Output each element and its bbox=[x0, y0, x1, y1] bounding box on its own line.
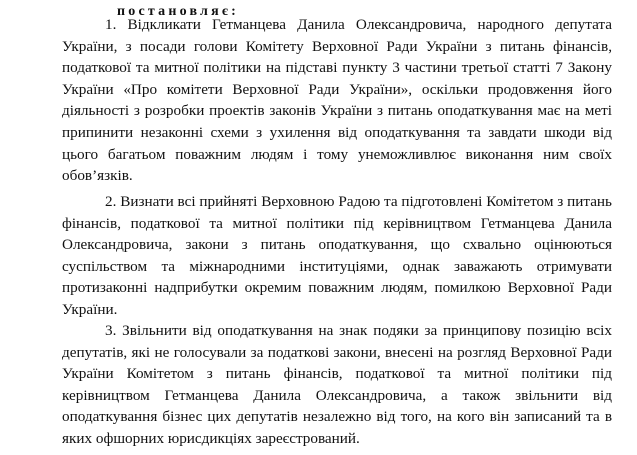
paragraph-2: 2. Визнати всі прийняті Верховною Радою та підготовлені Комітетом з питань фінансів, податкової та митної політики під керівництвом Гетманцева Данила Олександровича, закони з питань оподаткування, що схвально оцінюються суспільством та міжнародними інституціями, однак заважають отримувати протизаконні надприбутки окремим поважним людям, помилкою Верховної Ради України. bbox=[62, 193, 612, 318]
resolution-heading: постановляє: bbox=[117, 4, 239, 19]
paragraph-1: 1. Відкликати Гетманцева Данила Олександровича, народного депутата України, з посади голови Комітету Верховної Ради України з питань фінансів, податкової та митної політики на підставі пункту 3 частини третьої статті 7 Закону України «Про комітети Верховної Ради України», оскільки продовження його діяльності з розробки проектів законів України з питань оподаткування має на меті припинити незаконні схеми з ухилення від оподаткування та завдати шкоди від цього багатьом поважним людям і тому унеможливлює виконання ним своїх обов’язків. bbox=[62, 16, 612, 185]
paragraph-3: 3. Звільнити від оподаткування на знак подяки за принципову позицію всіх депутатів, які не голосували за податкові закони, внесені на розгляд Верховної Ради України Комітетом з питань фінансів, податкової та митної політики під керівництвом Гетманцева Данила Олександровича, а також звільнити від оподаткування бізнес цих депутатів незалежно від того, на кого він записаний та в яких офшорних юрисдикціях зареєстрований. bbox=[62, 322, 612, 447]
